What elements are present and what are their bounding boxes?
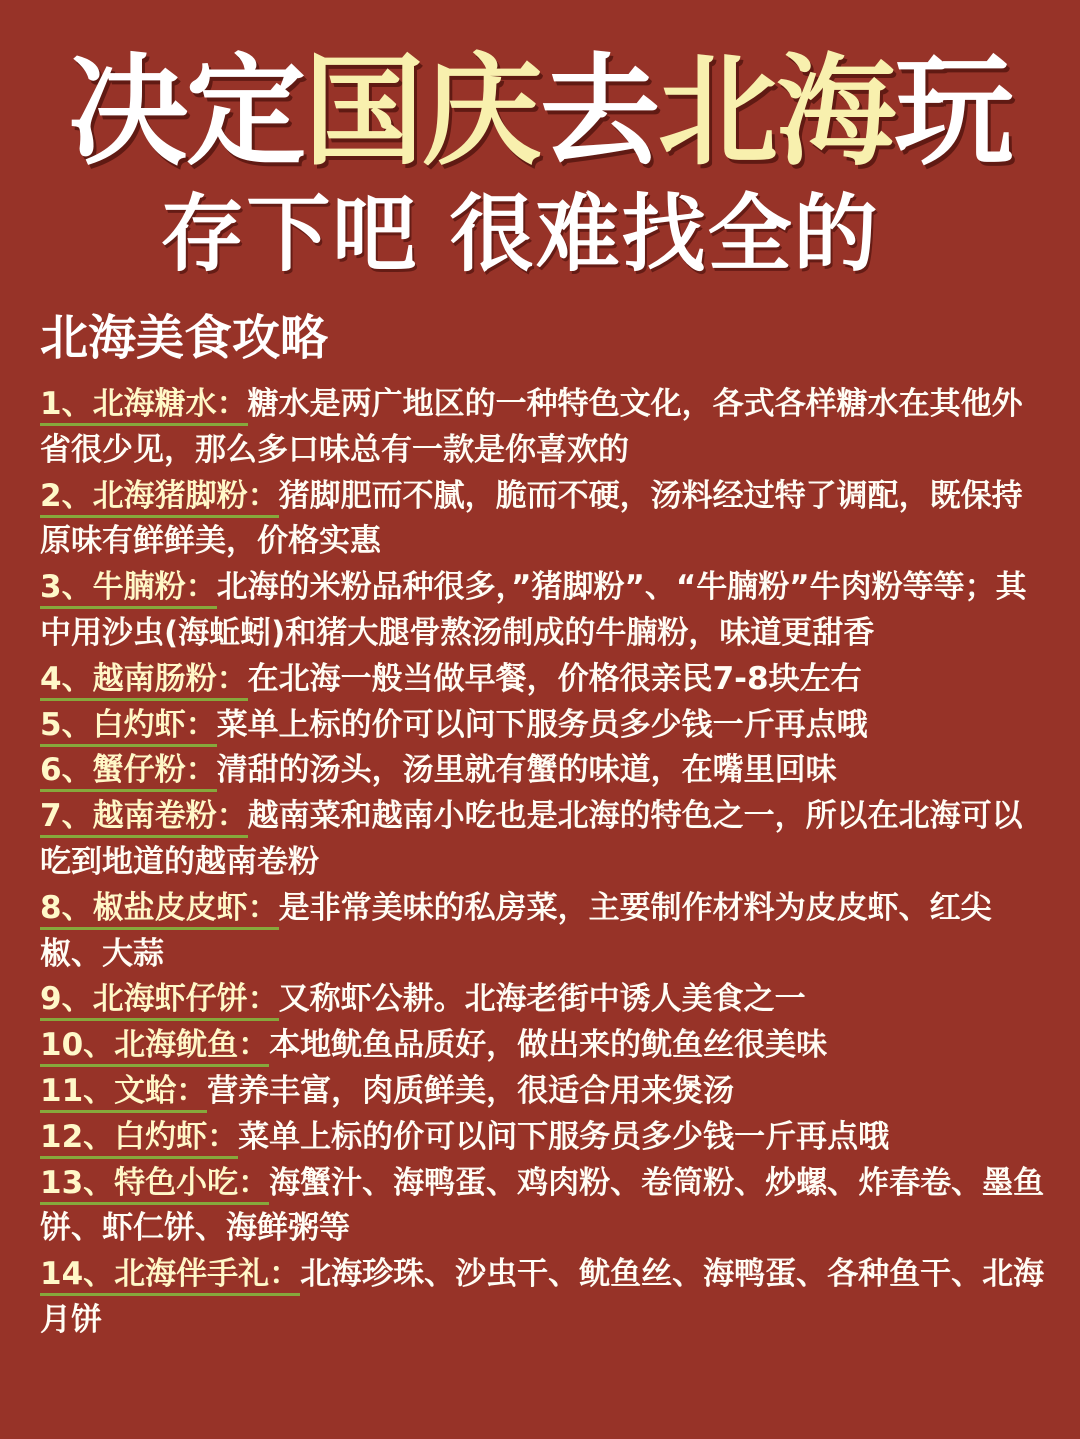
list-item <box>40 1252 1050 1344</box>
item-text: 菜单上标的价可以问下服务员多少钱一斤再点哦 <box>238 1118 890 1155</box>
list-item <box>40 748 1050 794</box>
item-label: 1、北海糖水： <box>40 386 248 426</box>
list-item <box>40 977 1050 1023</box>
item-text: 本地鱿鱼品质好，做出来的鱿鱼丝很美味 <box>269 1027 828 1064</box>
headline-part-3: 去 <box>540 43 658 182</box>
item-text: 是非常美味的私房菜，主要制作材料为皮皮虾、红尖椒、大蒜 <box>40 889 992 972</box>
food-list <box>40 382 1050 1344</box>
item-text: 北海珍珠、沙虫干、鱿鱼丝、海鸭蛋、各种鱼干、北海月饼 <box>40 1256 1045 1338</box>
list-item <box>40 794 1050 886</box>
item-text: 越南菜和越南小吃也是北海的特色之一，所以在北海可以吃到地道的越南卷粉 <box>40 798 1023 880</box>
item-label: 5、白灼虾： <box>40 707 217 747</box>
item-label: 7、越南卷粉： <box>40 798 248 838</box>
item-text: 在北海一般当做早餐，价格很亲民7-8块左右 <box>247 660 862 697</box>
item-label: 3、牛腩粉： <box>40 569 217 609</box>
list-item <box>40 703 1050 749</box>
list-item <box>40 474 1050 566</box>
list-item <box>40 565 1050 657</box>
headline-part-5: 玩 <box>894 43 1012 182</box>
item-text: 营养丰富，肉质鲜美，很适合用来煲汤 <box>207 1072 735 1109</box>
item-text: 菜单上标的价可以问下服务员多少钱一斤再点哦 <box>216 706 868 743</box>
item-label: 11、文蛤： <box>40 1073 207 1113</box>
item-text: 北海的米粉品种很多，”猪脚粉”、“牛腩粉”牛肉粉等等；其中用沙虫(海蚯蚓)和猪大腿骨熬汤制成的牛腩粉，味道更甜香 <box>40 569 1027 651</box>
list-item <box>40 1023 1050 1069</box>
item-text: 又称虾公耕。北海老街中诱人美食之一 <box>278 981 806 1018</box>
item-label: 12、白灼虾： <box>40 1119 238 1159</box>
list-item <box>40 886 1050 978</box>
list-item <box>40 382 1050 474</box>
item-text: 糖水是两广地区的一种特色文化，各式各样糖水在其他外省很少见，那么多口味总有一款是你喜欢的 <box>40 386 1023 468</box>
list-item <box>40 1161 1050 1253</box>
item-label: 6、蟹仔粉： <box>40 752 217 792</box>
list-item <box>40 657 1050 703</box>
item-text: 猪脚肥而不腻，脆而不硬，汤料经过特了调配，既保持原味有鲜鲜美，价格实惠 <box>40 477 1023 560</box>
item-label: 4、越南肠粉： <box>40 661 248 701</box>
list-item <box>40 1069 1050 1115</box>
item-text: 海蟹汁、海鸭蛋、鸡肉粉、卷筒粉、炒螺、炸春卷、墨鱼饼、虾仁饼、海鲜粥等 <box>40 1164 1045 1247</box>
item-label: 13、特色小吃： <box>40 1165 269 1205</box>
headline <box>0 43 1080 182</box>
item-label: 10、北海鱿鱼： <box>40 1027 269 1067</box>
section-title: 北海美食攻略 <box>40 310 329 366</box>
list-item <box>40 1115 1050 1161</box>
headline-part-1: 决定 <box>68 43 304 182</box>
subtitle: 存下吧 很难找全的 <box>160 185 880 283</box>
headline-part-2: 国庆 <box>304 43 540 182</box>
item-label: 2、北海猪脚粉： <box>40 478 279 518</box>
item-label: 9、北海虾仔饼： <box>40 981 279 1021</box>
item-text: 清甜的汤头，汤里就有蟹的味道，在嘴里回味 <box>216 752 837 789</box>
headline-part-4: 北海 <box>658 43 894 182</box>
item-label: 14、北海伴手礼： <box>40 1256 300 1296</box>
item-label: 8、椒盐皮皮虾： <box>40 890 279 930</box>
